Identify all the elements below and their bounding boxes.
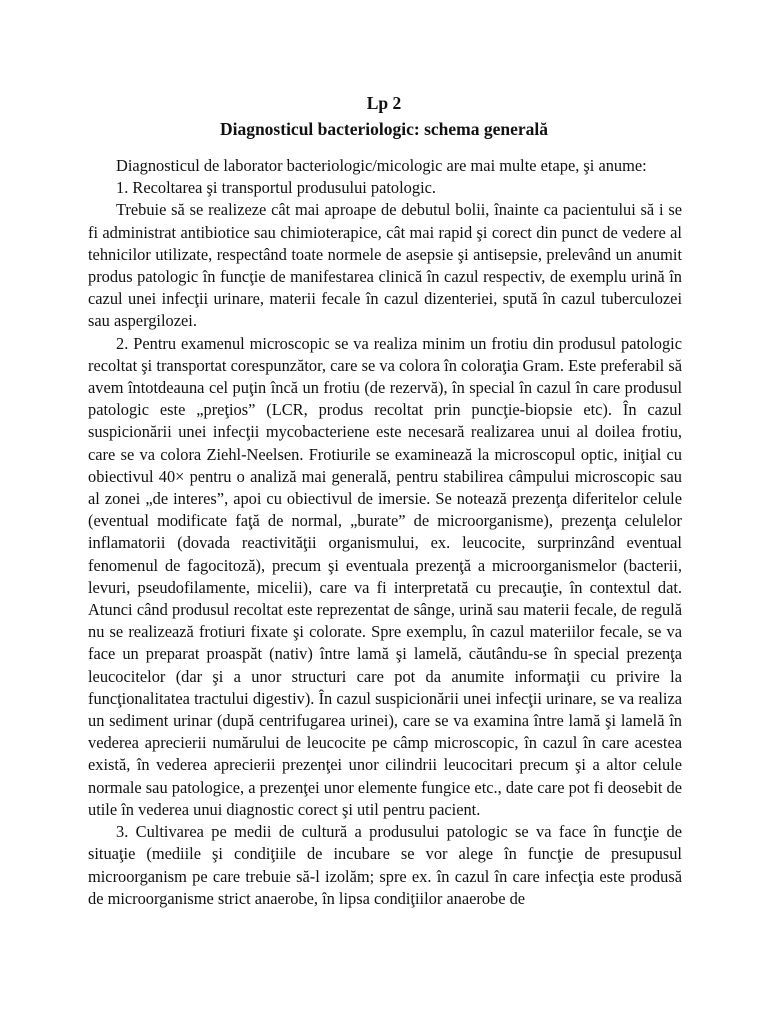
- paragraph-intro: Diagnosticul de laborator bacteriologic/micologic are mai multe etape, şi anume:: [116, 156, 647, 175]
- paragraph-step-3: 3. Cultivarea pe medii de cultură a produsului patologic se va face în funcţie de situaţie (mediile şi condiţiile de incubare se vor alege în funcţie de presupusul microorganism pe care trebuie să-l izolăm; spre ex. în cazul în care infecţia este produsă de microorganisme strict anaerobe, în lipsa condiţiilor anaerobe de: [88, 822, 682, 908]
- paragraph-step-1-heading: 1. Recoltarea şi transportul produsului patologic.: [116, 178, 437, 198]
- document-title: Diagnosticul bacteriologic: schema generală: [219, 119, 549, 139]
- paragraph-step-1-body: Trebuie să se realizeze cât mai aproape de debutul bolii, înainte ca pacientului să i se fi administrat antibiotice sau chimioterapice, cât mai rapid şi corect din punct de vedere al tehnicilor utilizate, respectând toate normele de asepsie şi antisepsie, prelevând un anumit produs patologic în funcţie de manifestarea clinică în cazul respectiv, de exemplu urină în cazul unei infecţii urinare, materii fecale în cazul dizenteriei, spută în cazul tuberculozei sau aspergilozei.: [88, 200, 682, 331]
- lab-number-heading: Lp 2: [366, 93, 402, 113]
- paragraph-step-2: 2. Pentru examenul microscopic se va realiza minim un frotiu din produsul patologic recoltat şi transportat corespunzător, care se va colora în coloraţia Gram. Este preferabil să avem întotdeauna cel puţin încă un frotiu (de rezervă), în special în cazul în care produsul patologic este „preţios” (LCR, produs recoltat prin puncţie-biopsie etc). În cazul suspicionării unei infecţii mycobacteriene este necesară realizarea unui al doilea frotiu, care se va colora Ziehl-Neelsen. Frotiurile se examinează la microscopul optic, iniţial cu obiectivul 40× pentru o analiză mai generală, pentru stabilirea câmpului microscopic sau al zonei „de interes”, apoi cu obiectivul de imersie. Se notează prezenţa diferitelor celule (eventual modificate faţă de normal, „burate” de microorganisme), prezenţa celulelor inflamatorii (dovada reactivităţii organismului, ex. leucocite, surprinzând eventual fenomenul de fagocitoză), precum şi eventuala prezenţă a microorganismelor (bacterii, levuri, pseudofilamente, micelii), care va fi interpretată cu precauţie, în contextul dat. Atunci când produsul recoltat este reprezentat de sânge, urină sau materii fecale, de regulă nu se realizează frotiuri fixate şi colorate. Spre exemplu, în cazul materiilor fecale, se va face un preparat proaspăt (nativ) între lamă şi lamelă, căutându-se în special prezenţa leucocitelor (dar şi a unor structuri care pot da anumite informaţii cu privire la funcţionalitatea tractului digestiv). În cazul suspicionării unei infecţii urinare, se va realiza un sediment urinar (după centrifugarea urinei), care se va examina între lamă şi lamelă în vederea aprecierii numărului de leucocite pe câmp microscopic, în cazul în care acestea există, în vederea aprecierii prezenţei unor cilindrii leucocitari precum şi a altor celule normale sau patologice, a prezenţei unor elemente fungice etc., date care pot fi deosebit de utile în vederea unui diagnostic corect şi util pentru pacient.: [88, 333, 682, 819]
- document-body: [88, 155, 682, 910]
